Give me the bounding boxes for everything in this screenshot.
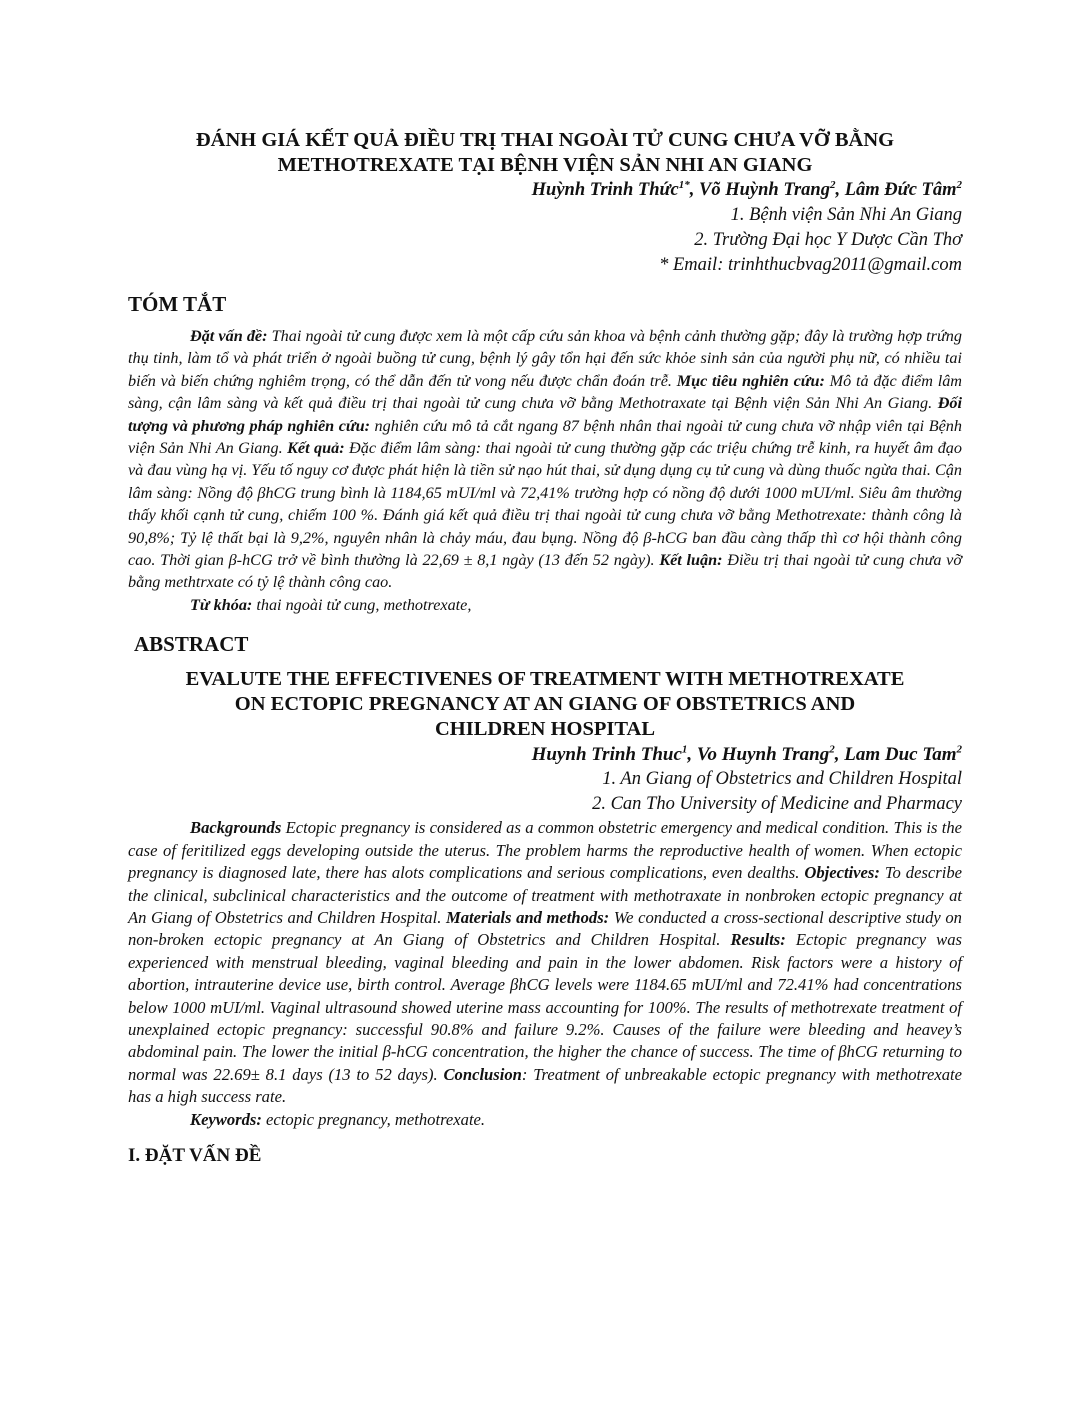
- vi-summary-text: Đặc điểm lâm sàng: thai ngoài tử cung thường gặp các triệu chứng trễ kinh, ra huyết âm đạo và đau vùng hạ vị. Yếu tố nguy cơ được phát hiện là tiền sử nạo hút thai, sử dụng dụng cụ tử cung và dùng thuốc ngừa thai. Cận lâm sàng: Nồng độ βhCG trung bình là 1184,65 mUI/ml và 72,41% trường hợp có nồng độ dưới 1000 mUI/ml. Siêu âm thường thấy khối cạnh tử cung, chiếm 100 %. Đánh giá kết quả điều trị thai ngoài tử cung chưa vỡ bằng Methotrexate: thành công là 90,8%; Tỷ lệ thất bại là 9,2%, nguyên nhân là chảy máu, đau bụng. Nồng độ β-hCG ban đầu càng thấp thì cơ hội thành công cao. Thời gian β-hCG trở về bình thường là 22,69 ± 8,1 ngày (13 đến 52 ngày).: [128, 439, 962, 570]
- en-title: [128, 667, 962, 742]
- vi-author-2-sup: 2: [829, 178, 836, 191]
- en-abstract-label: Backgrounds: [190, 818, 282, 838]
- en-authors: Huynh Trinh Thuc$^1$, Vo Huynh Trang$^2$, Lam Duc Tam$^2$: [531, 743, 962, 766]
- en-title-line-2: ON ECTOPIC PREGNANCY AT AN GIANG OF OBSTETRICS AND: [234, 693, 856, 716]
- en-author-2-sup: 2: [829, 743, 835, 756]
- en-abstract-label: Conclusion: [443, 1064, 522, 1084]
- vi-author-3-sup: 2: [956, 178, 962, 191]
- vi-summary-label: Kết luận:: [659, 551, 723, 570]
- en-abstract-label: Results:: [730, 930, 786, 950]
- vi-summary-text: nghiên cứu mô tả cắt ngang 87 bệnh nhân thai ngoài tử cung chưa vỡ nhập viên tại Bệnh viện Sản Nhi An Giang.: [128, 416, 962, 458]
- en-title-line-1: EVALUTE THE EFFECTIVENES OF TREATMENT WITH METHOTREXATE: [185, 668, 905, 691]
- en-abstract-text: To describe the clinical, subclinical characteristics and the outcome of treatment with methotraxate in nonbroken ectopic pregnancy at An Giang of Obstetrics and Children Hospital.: [128, 863, 962, 927]
- en-affiliation-1: 1. An Giang of Obstetrics and Children Hospital: [602, 769, 962, 790]
- vi-affiliation-2: 2. Trường Đại học Y Dược Cần Thơ: [694, 230, 962, 250]
- en-abstract-paragraph: [128, 817, 962, 1108]
- en-keywords-label: Keywords:: [190, 1109, 262, 1129]
- en-abstract-text: : Treatment of unbreakable ectopic pregnancy with methotrexate has a high success rate.: [128, 1064, 963, 1107]
- vi-title-line-1: ĐÁNH GIÁ KẾT QUẢ ĐIỀU TRỊ THAI NGOÀI TỬ CUNG CHƯA VỠ BẰNG: [195, 129, 895, 151]
- en-affiliation-2: 2. Can Tho University of Medicine and Pharmacy: [592, 794, 962, 815]
- paper-page: [128, 128, 962, 1167]
- en-abstract-label: Materials and methods:: [445, 907, 610, 927]
- vi-author-1-sup: 1*: [678, 178, 690, 191]
- en-author-3-sup: 2: [956, 743, 962, 756]
- vi-summary-text: Điều trị thai ngoài tử cung chưa vỡ bằng methtrxate có tỷ lệ thành công cao.: [128, 551, 962, 592]
- vi-keywords: [128, 594, 962, 616]
- vi-affiliation-1: 1. Bệnh viện Sản Nhi An Giang: [730, 205, 962, 225]
- en-abstract-text: We conducted a cross-sectional descriptive study on non-broken ectopic pregnancy at An Giang of Obstetrics and Children Hospital.: [128, 907, 962, 950]
- en-author-1: Huynh Trinh Thuc: [531, 744, 682, 766]
- vi-author-3: Lâm Đức Tâm: [844, 180, 957, 200]
- vi-summary-label: Mục tiêu nghiên cứu:: [676, 371, 825, 390]
- vi-authors: Huỳnh Trinh Thức$^{1*}$, Võ Huỳnh Trang$^2$, Lâm Đức Tâm$^2$: [531, 178, 962, 200]
- vi-keywords-label: Từ khóa:: [190, 595, 253, 614]
- en-abstract-text: Ectopic pregnancy was experienced with menstrual bleeding, vaginal bleeding and pain in the lower abdomen. Risk factors were a history of abortion, intrauterine device use, birth control. Average βhCG levels were 1184.65 mUI/ml and 72.41% had concentrations below 1000 mUI/ml. Vaginal ultrasound showed uterine mass accounting for 100%. The results of methotrexate treatment of unexplained ectopic pregnancy: successful 90.8% and failure 9.2%. Causes of the failure were bleeding and heavey’s abdominal pain. The lower the initial β-hCG concentration, the higher the chance of success. The time of βhCG returning to normal was 22.69± 8.1 days (13 to 52 days).: [128, 930, 962, 1084]
- en-author-1-sup: 1: [681, 743, 688, 756]
- en-author-3: Lam Duc Tam: [844, 744, 957, 766]
- summary-heading: TÓM TẮT: [128, 292, 227, 316]
- vi-summary-label: Đặt vấn đề:: [190, 327, 268, 345]
- en-author-2: Vo Huynh Trang: [696, 744, 830, 766]
- vi-title-line-2: METHOTREXATE TẠI BỆNH VIỆN SẢN NHI AN GIANG: [277, 154, 813, 176]
- vi-summary-paragraph: [128, 325, 962, 594]
- en-keywords: [128, 1109, 962, 1131]
- en-abstract-text: Ectopic pregnancy is considered as a common obstetric emergency and medical condition. This is the case of feritilized eggs developing outside the uterus. The problem harms the reproductive health of women. When ectopic pregnancy is diagnosed late, there has alots complications and serious complications, even dealths.: [128, 818, 962, 883]
- vi-author-2: Võ Huỳnh Trang: [699, 180, 830, 200]
- vi-author-1: Huỳnh Trinh Thức: [531, 180, 679, 200]
- vi-summary-label: Kết quả:: [287, 439, 345, 458]
- en-abstract-label: Objectives:: [804, 863, 880, 883]
- corresponding-email: * Email: trinhthucbvag2011@gmail.com: [659, 255, 962, 275]
- en-keywords-text: ectopic pregnancy, methotrexate.: [261, 1109, 486, 1129]
- vi-keywords-text: thai ngoài tử cung, methotrexate,: [252, 595, 472, 614]
- en-title-line-3: CHILDREN HOSPITAL: [434, 718, 656, 741]
- abstract-heading: ABSTRACT: [134, 632, 249, 657]
- vi-summary-text: Thai ngoài tử cung được xem là một cấp cứu sản khoa và bệnh cảnh thường gặp; đây là trường hợp trứng thụ tinh, làm tổ và phát triển ở ngoài buồng tử cung, bệnh lý gây tổn hại đến sức khỏe sinh sản của người phụ nữ, có nhiều tai biến và biến chứng nghiêm trọng, có thể dẫn đến tử vong nếu được chẩn đoán trễ.: [128, 327, 962, 390]
- vi-summary-text: Mô tả đặc điểm lâm sàng, cận lâm sàng và kết quả điều trị thai ngoài tử cung chưa vỡ bằng Methotraxate tại Bệnh viện Sản Nhi An Giang.: [128, 371, 962, 413]
- section-1-heading: I. ĐẶT VẤN ĐỀ: [128, 1144, 262, 1166]
- vi-summary-label: Đối tượng và phương pháp nghiên cứu:: [128, 394, 962, 435]
